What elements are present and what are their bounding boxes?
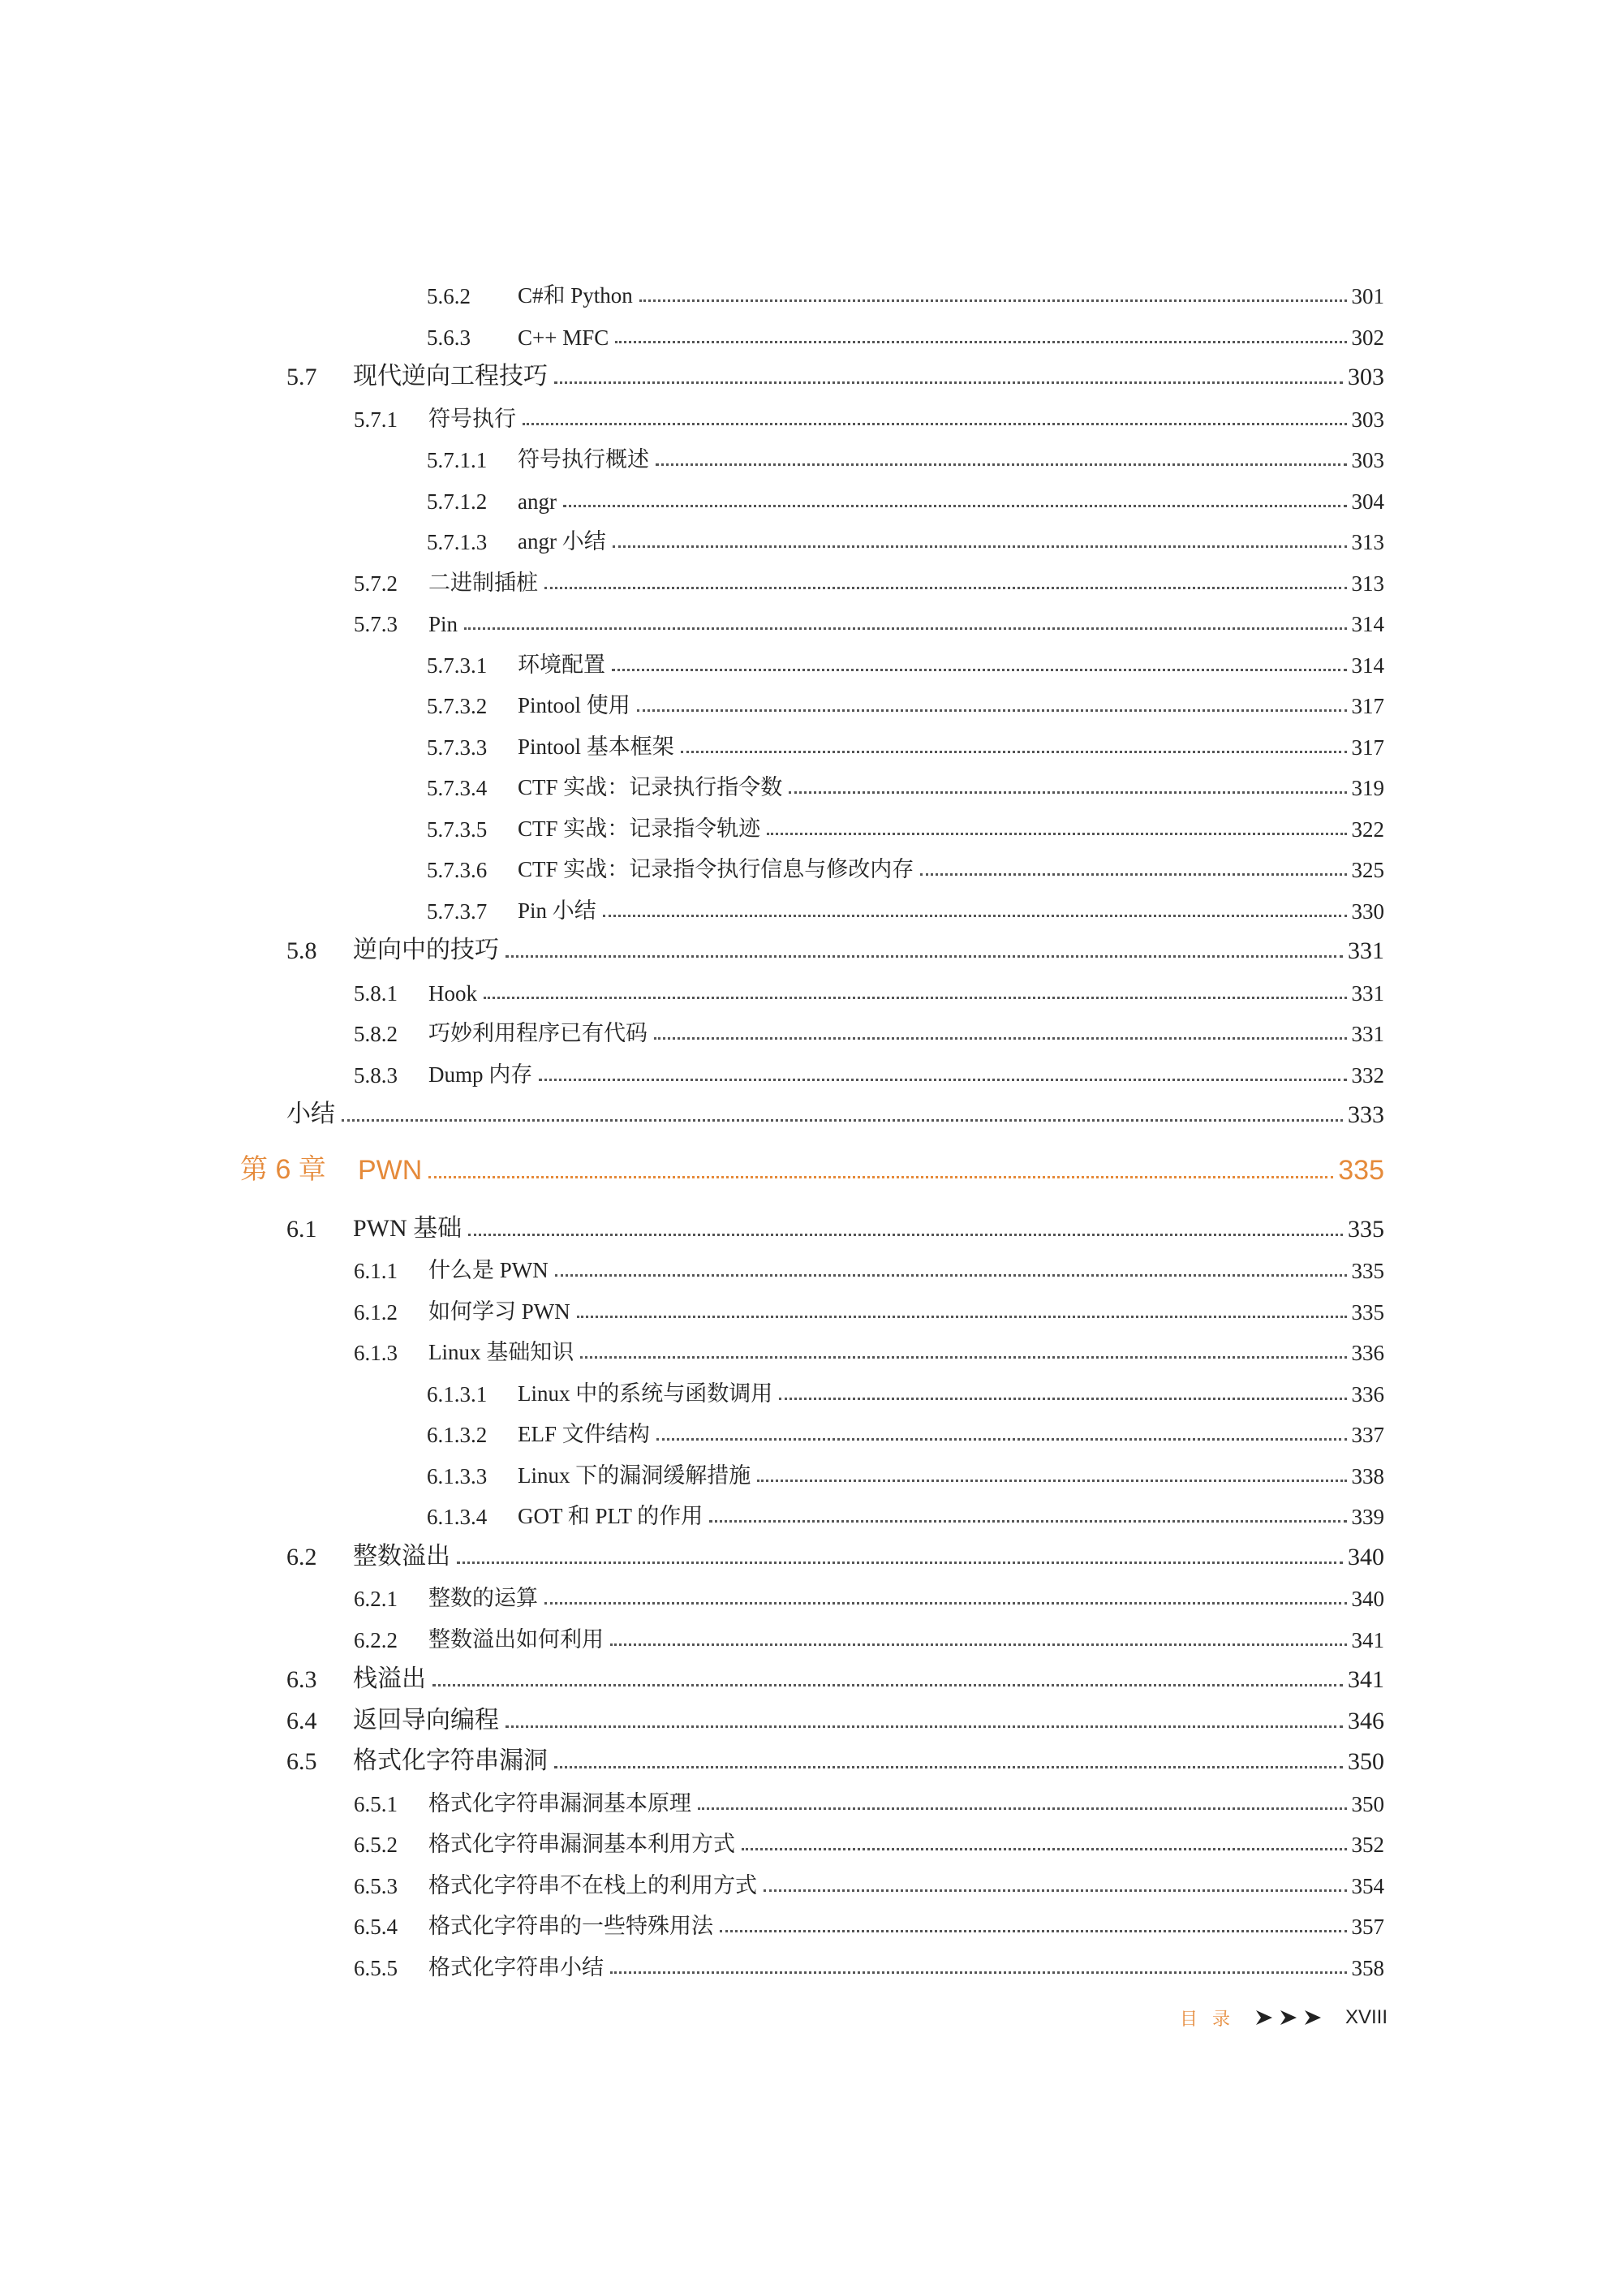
entry-number: 5.8 xyxy=(286,937,317,964)
entry-number: 5.7.3.4 xyxy=(427,776,488,800)
entry-title: 巧妙利用程序已有代码 xyxy=(428,1021,648,1045)
entry-title: 格式化字符串漏洞基本原理 xyxy=(428,1790,691,1816)
dot-leader xyxy=(720,1930,1347,1932)
entry-title: 逆向中的技巧 xyxy=(353,937,499,963)
entry-number: 6.1.1 xyxy=(354,1259,398,1283)
entry-page-number: 346 xyxy=(1348,1707,1384,1734)
entry-number: 5.7.1.1 xyxy=(427,448,488,472)
page-footer xyxy=(1152,2001,1388,2034)
entry-title: 环境配置 xyxy=(518,652,605,677)
dot-leader xyxy=(484,997,1347,999)
entry-number: 6.1.3.1 xyxy=(427,1381,488,1406)
dot-leader xyxy=(563,505,1347,507)
entry-page-number: 358 xyxy=(1351,1955,1384,1980)
toc-entry xyxy=(354,1286,1384,1325)
entry-page-number: 337 xyxy=(1351,1423,1384,1447)
dot-leader xyxy=(544,587,1347,589)
dot-leader xyxy=(612,669,1347,671)
entry-title: angr xyxy=(518,489,557,514)
toc-entry xyxy=(286,1737,1384,1776)
entry-number: 6.2.1 xyxy=(354,1587,398,1611)
entry-number: 6.1 xyxy=(286,1215,317,1243)
entry-title: 格式化字符串漏洞 xyxy=(353,1747,548,1774)
toc-entry xyxy=(354,1008,1384,1047)
footer-section-label: 目录 xyxy=(1179,2009,1245,2030)
entry-number: 5.6.3 xyxy=(427,325,471,350)
toc-entry xyxy=(427,803,1384,842)
entry-title: Linux 下的漏洞缓解措施 xyxy=(518,1462,751,1488)
entry-title: CTF 实战：记录指令轨迹 xyxy=(518,816,761,841)
entry-number: 6.5.3 xyxy=(354,1873,398,1898)
entry-title: Dump 内存 xyxy=(428,1062,533,1087)
entry-page-number: 340 xyxy=(1351,1587,1384,1611)
entry-title: C#和 Python xyxy=(518,283,633,308)
entry-number: 6.5.5 xyxy=(354,1955,398,1980)
entry-number: 5.6.2 xyxy=(427,284,471,308)
entry-page-number: 313 xyxy=(1351,530,1384,554)
toc-entry xyxy=(354,1942,1384,1981)
dot-leader xyxy=(464,627,1346,630)
entry-title: 小结 xyxy=(286,1101,335,1127)
toc-entry xyxy=(354,1819,1384,1858)
entry-page-number: 338 xyxy=(1351,1463,1384,1488)
entry-number: 6.1.3.4 xyxy=(427,1505,488,1529)
entry-page-number: 335 xyxy=(1348,1215,1384,1243)
toc-entry xyxy=(286,1532,1384,1571)
toc-entry xyxy=(427,1409,1384,1448)
dot-leader xyxy=(789,791,1346,794)
toc-entry xyxy=(427,312,1384,351)
entry-title: Pintool 基本框架 xyxy=(518,734,674,759)
dot-leader xyxy=(681,751,1347,753)
toc-entry xyxy=(427,1450,1384,1489)
dot-leader xyxy=(654,1037,1347,1040)
entry-page-number: 333 xyxy=(1348,1101,1384,1128)
dot-leader xyxy=(603,915,1347,917)
entry-page-number: 331 xyxy=(1348,937,1384,964)
entry-number: 5.7.3.5 xyxy=(427,816,488,842)
dot-leader xyxy=(656,463,1347,466)
entry-page-number: 301 xyxy=(1351,284,1384,308)
entry-number: 5.7.3.3 xyxy=(427,734,488,760)
entry-number: 5.8.1 xyxy=(354,980,398,1006)
toc-entry xyxy=(286,1655,1384,1694)
entry-title: Linux 基础知识 xyxy=(428,1340,574,1364)
toc-entry xyxy=(354,394,1384,433)
dot-leader xyxy=(432,1684,1343,1686)
entry-page-number: 341 xyxy=(1348,1666,1384,1693)
toc-entry xyxy=(354,558,1384,597)
dot-leader xyxy=(523,423,1347,425)
dot-leader xyxy=(656,1438,1347,1441)
entry-page-number: 357 xyxy=(1351,1915,1384,1939)
entry-page-number: 332 xyxy=(1351,1062,1384,1088)
entry-page-number: 335 xyxy=(1351,1299,1384,1325)
entry-title: CTF 实战：记录指令执行信息与修改内存 xyxy=(518,857,914,881)
toc-entry xyxy=(286,1204,1384,1243)
entry-title: Linux 中的系统与函数调用 xyxy=(518,1381,773,1406)
dot-leader xyxy=(610,1643,1347,1646)
dot-leader xyxy=(468,1234,1343,1236)
toc-entry xyxy=(286,926,1384,965)
entry-page-number: 335 xyxy=(1351,1259,1384,1283)
dot-leader xyxy=(428,1176,1333,1178)
toc-entry xyxy=(354,598,1384,637)
dot-leader xyxy=(639,299,1347,302)
toc-entry xyxy=(427,640,1384,678)
toc-entry xyxy=(354,1327,1384,1366)
toc-entry xyxy=(427,270,1384,309)
entry-title: 格式化字符串的一些特殊用法 xyxy=(428,1914,713,1938)
entry-number: 5.7.2 xyxy=(354,571,398,596)
dot-leader xyxy=(554,381,1343,384)
toc-entry xyxy=(286,1696,1384,1735)
toc-entry xyxy=(427,722,1384,760)
entry-page-number: 302 xyxy=(1351,325,1384,350)
entry-page-number: 339 xyxy=(1351,1505,1384,1529)
entry-title: Pin xyxy=(428,612,458,636)
entry-number: 6.3 xyxy=(286,1666,317,1693)
entry-page-number: 354 xyxy=(1351,1873,1384,1898)
entry-page-number: 314 xyxy=(1351,653,1384,678)
entry-page-number: 313 xyxy=(1351,571,1384,596)
entry-title: 返回导向编程 xyxy=(353,1706,499,1734)
entry-title: PWN 基础 xyxy=(353,1214,463,1242)
entry-page-number: 352 xyxy=(1351,1833,1384,1857)
entry-page-number: 317 xyxy=(1351,694,1384,718)
dot-leader xyxy=(580,1356,1346,1359)
toc-entry xyxy=(427,885,1384,924)
toc-entry xyxy=(286,1090,1384,1129)
toc-entry xyxy=(354,1245,1384,1284)
dot-leader xyxy=(506,955,1343,958)
entry-page-number: 303 xyxy=(1351,407,1384,432)
entry-title: Hook xyxy=(428,980,477,1006)
entry-title: 什么是 PWN xyxy=(428,1258,549,1282)
entry-title: 格式化字符串漏洞基本利用方式 xyxy=(428,1832,735,1856)
dot-leader xyxy=(742,1848,1347,1850)
dot-leader xyxy=(637,709,1347,712)
dot-leader xyxy=(698,1807,1347,1810)
entry-page-number: 317 xyxy=(1351,734,1384,760)
entry-title: CTF 实战：记录执行指令数 xyxy=(518,775,783,799)
chapter-entry xyxy=(240,1148,1384,1187)
entry-title: 符号执行概述 xyxy=(518,447,649,472)
entry-page-number: 314 xyxy=(1351,612,1384,636)
dot-leader xyxy=(615,341,1346,343)
entry-title: 格式化字符串小结 xyxy=(428,1954,604,1979)
entry-title: 符号执行 xyxy=(428,406,516,431)
dot-leader xyxy=(920,873,1346,876)
dot-leader xyxy=(544,1602,1347,1605)
entry-title: 整数的运算 xyxy=(428,1586,538,1610)
dot-leader xyxy=(555,1274,1347,1277)
entry-title: C++ MFC xyxy=(518,325,609,350)
entry-number: 6.5 xyxy=(286,1748,317,1775)
dot-leader xyxy=(764,1889,1347,1892)
entry-number: 5.7.1.3 xyxy=(427,530,488,554)
toc-entry xyxy=(427,844,1384,883)
entry-number: 5.7.1.2 xyxy=(427,489,488,514)
entry-title: angr 小结 xyxy=(518,529,606,554)
dot-leader xyxy=(539,1079,1346,1081)
toc-entry xyxy=(354,1049,1384,1088)
entry-number: 5.7.3.6 xyxy=(427,858,488,882)
toc-entry xyxy=(427,434,1384,473)
entry-page-number: 322 xyxy=(1351,816,1384,842)
entry-page-number: 340 xyxy=(1348,1543,1384,1570)
dot-leader xyxy=(610,1971,1347,1974)
entry-number: 5.8.2 xyxy=(354,1022,398,1046)
entry-title: ELF 文件结构 xyxy=(518,1422,650,1446)
entry-page-number: 319 xyxy=(1351,776,1384,800)
entry-title: 如何学习 PWN xyxy=(428,1299,570,1324)
entry-number: 6.5.1 xyxy=(354,1791,398,1816)
entry-title: GOT 和 PLT 的作用 xyxy=(518,1504,703,1528)
toc-entry xyxy=(354,1860,1384,1899)
entry-page-number: 331 xyxy=(1351,1022,1384,1046)
dot-leader xyxy=(506,1725,1343,1728)
entry-page-number: 336 xyxy=(1351,1341,1384,1365)
entry-page-number: 350 xyxy=(1348,1748,1384,1775)
entry-page-number: 350 xyxy=(1351,1791,1384,1816)
toc-entry xyxy=(427,1368,1384,1407)
entry-title: PWN xyxy=(358,1154,423,1186)
dot-leader xyxy=(767,833,1346,835)
entry-page-number: 303 xyxy=(1351,448,1384,472)
toc-entry xyxy=(354,1778,1384,1817)
entry-number: 6.1.3.2 xyxy=(427,1423,488,1447)
entry-page-number: 304 xyxy=(1351,489,1384,514)
entry-number: 6.5.4 xyxy=(354,1915,398,1939)
dot-leader xyxy=(709,1520,1346,1523)
entry-number: 5.7.3.1 xyxy=(427,653,488,678)
dot-leader xyxy=(457,1562,1343,1564)
dot-leader xyxy=(342,1119,1343,1122)
toc-entry xyxy=(427,1491,1384,1530)
entry-number: 6.1.3.3 xyxy=(427,1463,488,1488)
entry-page-number: 341 xyxy=(1351,1627,1384,1652)
entry-number: 6.4 xyxy=(286,1707,317,1734)
entry-number: 5.7.3.7 xyxy=(427,898,488,924)
entry-number: 5.8.3 xyxy=(354,1062,398,1088)
entry-title: 格式化字符串不在栈上的利用方式 xyxy=(428,1872,757,1898)
triple-arrow-icon xyxy=(1256,2009,1331,2027)
toc-entry xyxy=(354,967,1384,1006)
toc-entry xyxy=(354,1614,1384,1653)
dot-leader xyxy=(554,1766,1343,1768)
entry-title: 栈溢出 xyxy=(353,1665,426,1692)
toc-entry xyxy=(427,476,1384,515)
toc-entry xyxy=(354,1573,1384,1612)
dot-leader xyxy=(757,1480,1346,1482)
toc-entry xyxy=(427,762,1384,801)
toc-entry xyxy=(286,352,1384,391)
entry-number: 6.1.2 xyxy=(354,1299,398,1325)
toc-entry xyxy=(427,680,1384,719)
entry-page-number: 331 xyxy=(1351,980,1384,1006)
entry-number: 6.5.2 xyxy=(354,1833,398,1857)
entry-number: 6.2 xyxy=(286,1543,317,1570)
entry-page-number: 330 xyxy=(1351,898,1384,924)
entry-title: 现代逆向工程技巧 xyxy=(353,363,548,390)
dot-leader xyxy=(779,1398,1346,1400)
entry-title: 整数溢出如何利用 xyxy=(428,1626,604,1652)
entry-number: 6.2.2 xyxy=(354,1627,398,1652)
entry-title: 二进制插桩 xyxy=(428,570,538,595)
dot-leader xyxy=(577,1316,1347,1318)
entry-title: Pintool 使用 xyxy=(518,693,630,717)
entry-page-number: 335 xyxy=(1338,1154,1384,1186)
entry-title: 整数溢出 xyxy=(353,1542,450,1570)
page-number: XVIII xyxy=(1344,2006,1388,2028)
entry-number: 5.7.3.2 xyxy=(427,694,488,718)
entry-number: 5.7.1 xyxy=(354,407,398,432)
toc-entry xyxy=(354,1901,1384,1940)
entry-title: Pin 小结 xyxy=(518,898,596,923)
entry-page-number: 325 xyxy=(1351,858,1384,882)
toc-entry xyxy=(427,516,1384,555)
entry-number: 6.1.3 xyxy=(354,1341,398,1365)
entry-number: 5.7.3 xyxy=(354,612,398,636)
dot-leader xyxy=(613,545,1347,548)
entry-number: 第 6 章 xyxy=(240,1153,326,1185)
entry-number: 5.7 xyxy=(286,364,317,390)
entry-page-number: 303 xyxy=(1348,364,1384,390)
entry-page-number: 336 xyxy=(1351,1381,1384,1406)
